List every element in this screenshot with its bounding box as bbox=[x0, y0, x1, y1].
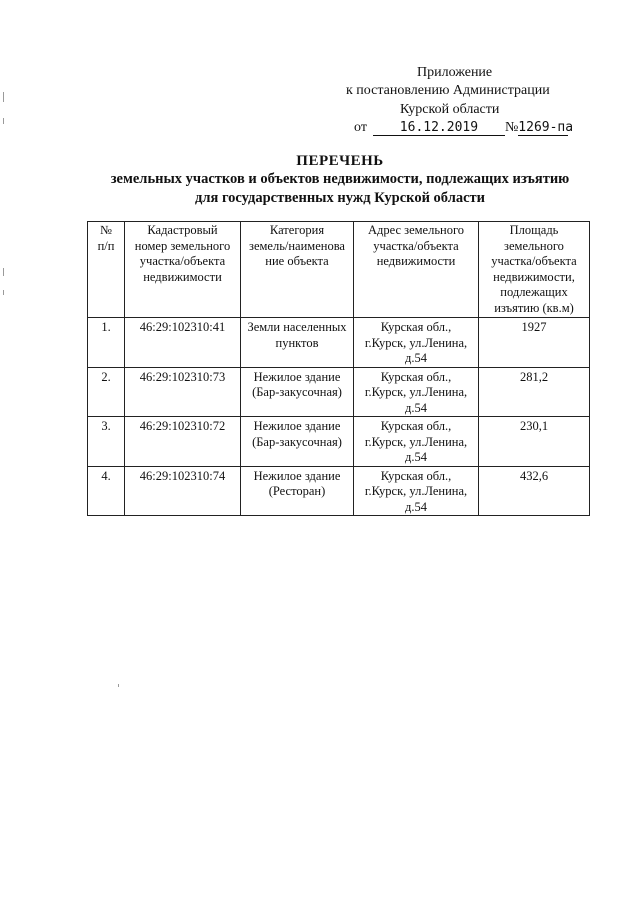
scan-artifact bbox=[3, 268, 4, 276]
area-value: 432,6 bbox=[479, 466, 590, 516]
table-row bbox=[88, 466, 590, 516]
cadastral-number: 46:29:102310:73 bbox=[125, 367, 241, 417]
document-subtitle-line-2: для государственных нужд Курской области bbox=[195, 190, 485, 206]
cadastral-number: 46:29:102310:72 bbox=[125, 417, 241, 467]
property-list-table bbox=[87, 221, 590, 516]
address: Курская обл., г.Курск, ул.Ленина, д.54 bbox=[354, 318, 479, 368]
scan-artifact bbox=[3, 118, 4, 124]
scan-artifact bbox=[3, 290, 4, 295]
land-category: Нежилое здание (Ресторан) bbox=[241, 466, 354, 516]
header-area: Площадь земельного участка/объекта недвижимости, подлежащих изъятию (кв.м) bbox=[479, 222, 590, 318]
appendix-decree-ref: к постановлению Администрации bbox=[346, 83, 550, 98]
row-number: 2. bbox=[88, 367, 125, 417]
land-category: Нежилое здание (Бар-закусочная) bbox=[241, 367, 354, 417]
header-number: № п/п bbox=[88, 222, 125, 318]
number-prefix: № bbox=[504, 120, 519, 135]
row-number: 4. bbox=[88, 466, 125, 516]
table-row bbox=[88, 417, 590, 467]
decree-date: 16.12.2019 bbox=[373, 120, 505, 136]
area-value: 230,1 bbox=[479, 417, 590, 467]
header-category: Категория земель/наименова ние объекта bbox=[241, 222, 354, 318]
address: Курская обл., г.Курск, ул.Ленина, д.54 bbox=[354, 417, 479, 467]
scan-artifact bbox=[118, 684, 119, 687]
address: Курская обл., г.Курск, ул.Ленина, д.54 bbox=[354, 367, 479, 417]
header-cadastral-number: Кадастровый номер земельного участка/объекта недвижимости bbox=[125, 222, 241, 318]
cadastral-number: 46:29:102310:41 bbox=[125, 318, 241, 368]
appendix-region: Курской области bbox=[400, 102, 500, 117]
document-title: ПЕРЕЧЕНЬ bbox=[296, 153, 384, 169]
land-category: Нежилое здание (Бар-закусочная) bbox=[241, 417, 354, 467]
document-title-block bbox=[60, 152, 620, 208]
cadastral-number: 46:29:102310:74 bbox=[125, 466, 241, 516]
row-number: 3. bbox=[88, 417, 125, 467]
date-prefix: от bbox=[354, 120, 367, 135]
table-row bbox=[88, 367, 590, 417]
scan-artifact bbox=[3, 92, 4, 102]
address: Курская обл., г.Курск, ул.Ленина, д.54 bbox=[354, 466, 479, 516]
table-header-row bbox=[88, 222, 590, 318]
row-number: 1. bbox=[88, 318, 125, 368]
decree-number: 1269-па bbox=[518, 120, 574, 135]
area-value: 1927 bbox=[479, 318, 590, 368]
appendix-label: Приложение bbox=[417, 65, 493, 80]
document-subtitle-line-1: земельных участков и объектов недвижимости, подлежащих изъятию bbox=[110, 171, 570, 187]
land-category: Земли населенных пунктов bbox=[241, 318, 354, 368]
table-row bbox=[88, 318, 590, 368]
appendix-date-line bbox=[354, 119, 574, 138]
header-address: Адрес земельного участка/объекта недвижимости bbox=[354, 222, 479, 318]
area-value: 281,2 bbox=[479, 367, 590, 417]
